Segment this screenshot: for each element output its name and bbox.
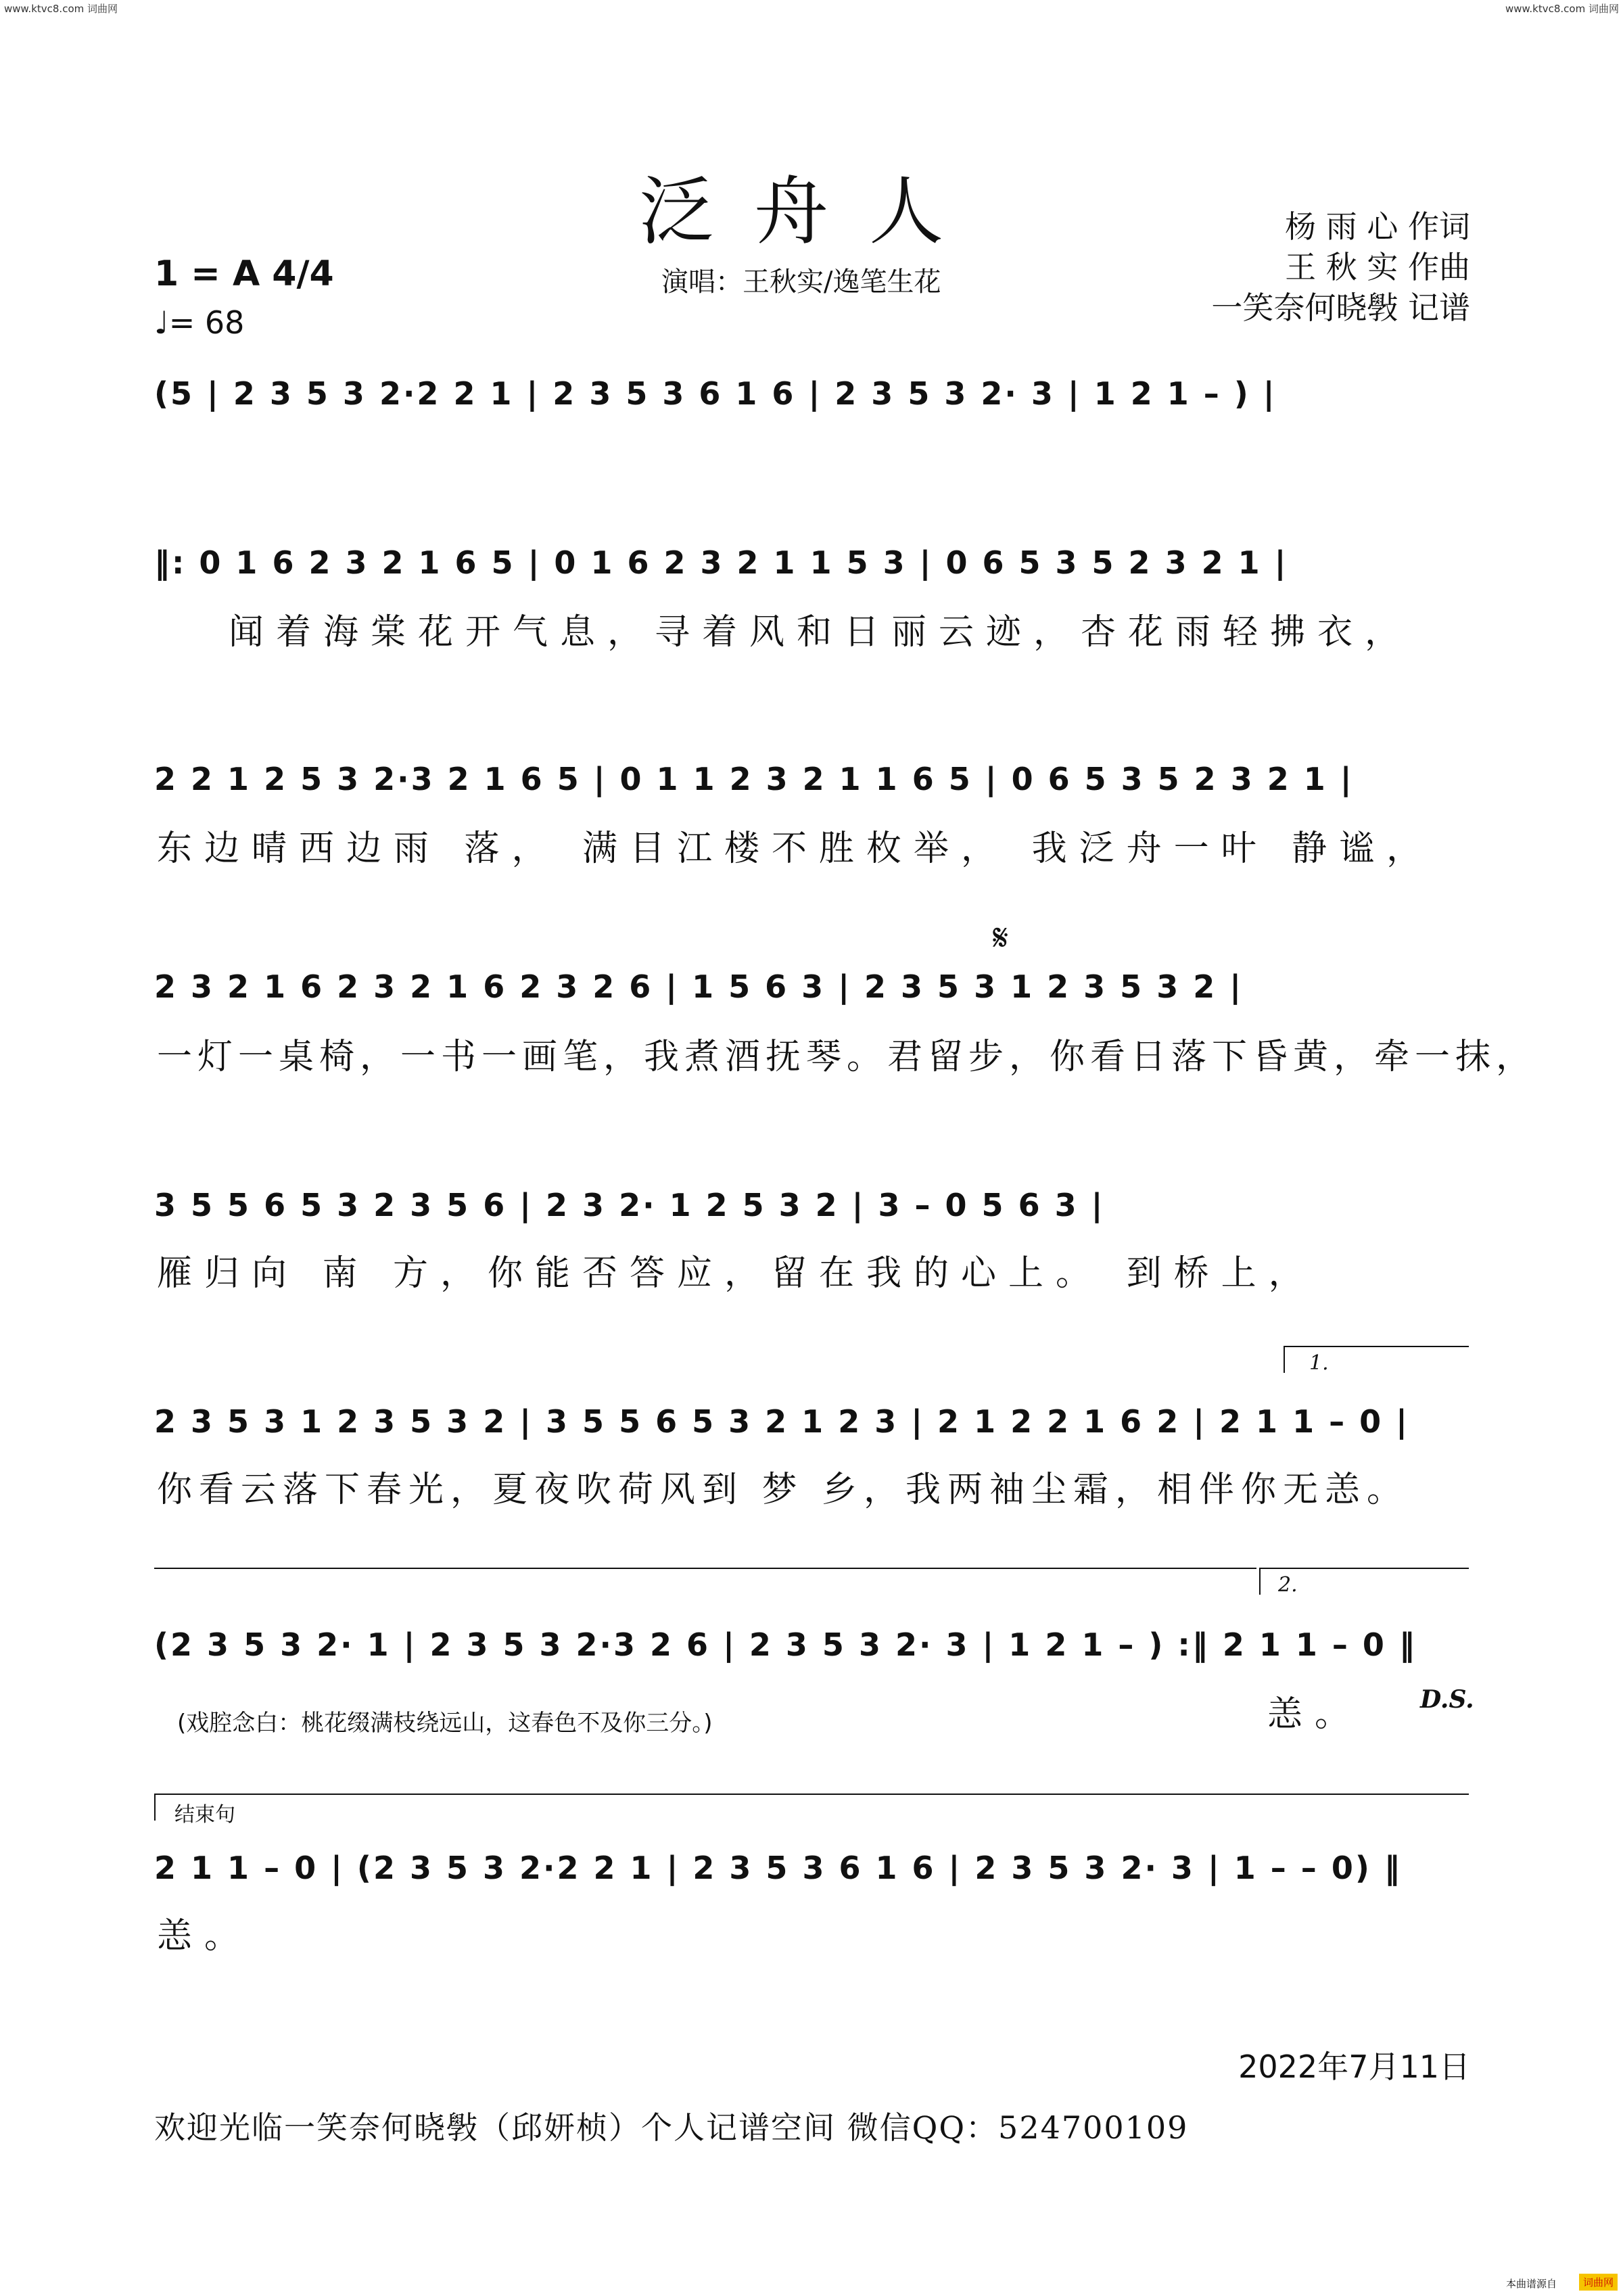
- transcriber: 一笑奈何晓斅 记谱: [1211, 289, 1470, 326]
- watermark-bottom-left: 本曲谱源自: [1505, 2278, 1557, 2290]
- score-line-8: 2 1 1 – 0 | (2 3 5 3 2·2 2 1 | 2 3 5 3 6 1 6 | 2 3 5 3 2· 3 | 1 – – 0) ‖: [154, 1850, 1402, 1886]
- recital-note: (戏腔念白：桃花缀满枝绕远山，这春色不及你三分。): [177, 1710, 713, 1737]
- segno-sign: 𝄋: [993, 916, 1009, 959]
- volta-2-label: 2.: [1278, 1573, 1298, 1597]
- watermark-left: www.ktvc8.com 词曲网: [4, 3, 118, 15]
- date: 2022年7月11日: [1238, 2048, 1470, 2085]
- score-line-5: 3 5 5 6 5 3 2 3 5 6 | 2 3 2· 1 2 5 3 2 | 3 – 0 5 6 3 |: [154, 1187, 1105, 1223]
- interlude-rule: [154, 1568, 1256, 1569]
- lyrics-line-8: 恙。: [157, 1916, 252, 1957]
- lyrics-line-2: 闻着海棠花开气息，寻着风和日丽云迹，杏花雨轻拂衣，: [229, 612, 1413, 653]
- watermark-bottom-right: 词曲网: [1579, 2274, 1618, 2291]
- volta-2-bracket-edge: [1259, 1568, 1261, 1595]
- volta-1-bracket-edge: [1284, 1346, 1285, 1373]
- song-title: 泛舟人: [639, 168, 984, 255]
- score-line-3: 2 2 1 2 5 3 2·3 2 1 6 5 | 0 1 1 2 3 2 1 1 6 5 | 0 6 5 3 5 2 3 2 1 |: [154, 761, 1354, 797]
- watermark-right: www.ktvc8.com 词曲网: [1505, 3, 1619, 15]
- score-line-2: ‖: 0 1 6 2 3 2 1 6 5 | 0 1 6 2 3 2 1 1 5 3 | 0 6 5 3 5 2 3 2 1 |: [154, 544, 1288, 581]
- lyrics-line-5: 雁归向 南 方，你能否答应，留在我的心上。 到桥上，: [157, 1253, 1316, 1294]
- lyrics-line-3: 东边晴西边雨 落， 满目江楼不胜枚举， 我泛舟一叶 静谧，: [157, 828, 1434, 869]
- footer-credit: 欢迎光临一笑奈何晓斅（邱妍桢）个人记谱空间 微信QQ：524700109: [154, 2109, 1189, 2146]
- dal-segno: D.S.: [1420, 1685, 1474, 1714]
- tempo-marking: ♩= 68: [154, 304, 245, 341]
- credits: [1211, 206, 1470, 328]
- volta-1-label: 1.: [1309, 1351, 1329, 1375]
- ending-bracket-edge: [154, 1794, 156, 1821]
- volta-1-bracket: [1284, 1346, 1469, 1347]
- key-signature: 1 = A 4/4: [154, 254, 334, 294]
- lyrics-line-7: 恙。: [1267, 1694, 1363, 1735]
- lyricist: 杨 雨 心 作词: [1285, 208, 1470, 245]
- singer-credit: 演唱：王秋实/逸笔生花: [661, 266, 941, 298]
- score-line-7: (2 3 5 3 2· 1 | 2 3 5 3 2·3 2 6 | 2 3 5 3 2· 3 | 1 2 1 – ) :‖ 2 1 1 – 0 ‖: [154, 1626, 1417, 1663]
- composer: 王 秋 实 作曲: [1285, 249, 1470, 285]
- volta-2-bracket: [1259, 1568, 1469, 1569]
- score-line-1: (5 | 2 3 5 3 2·2 2 1 | 2 3 5 3 6 1 6 | 2 3 5 3 2· 3 | 1 2 1 – ) |: [154, 375, 1277, 412]
- lyrics-line-6: 你看云落下春光，夏夜吹荷风到 梦 乡，我两袖尘霜，相伴你无恙。: [157, 1470, 1409, 1510]
- score-line-4: 2 3 2 1 6 2 3 2 1 6 2 3 2 6 | 1 5 6 3 | 2 3 5 3 1 2 3 5 3 2 |: [154, 968, 1244, 1005]
- ending-label: 结束句: [174, 1803, 235, 1827]
- lyrics-line-4: 一灯一桌椅，一书一画笔，我煮酒抚琴。君留步，你看日落下昏黄，牵一抹，: [157, 1037, 1537, 1077]
- ending-bracket: [154, 1794, 1469, 1795]
- score-line-6: 2 3 5 3 1 2 3 5 3 2 | 3 5 5 6 5 3 2 1 2 3 | 2 1 2 2 1 6 2 | 2 1 1 – 0 |: [154, 1403, 1409, 1440]
